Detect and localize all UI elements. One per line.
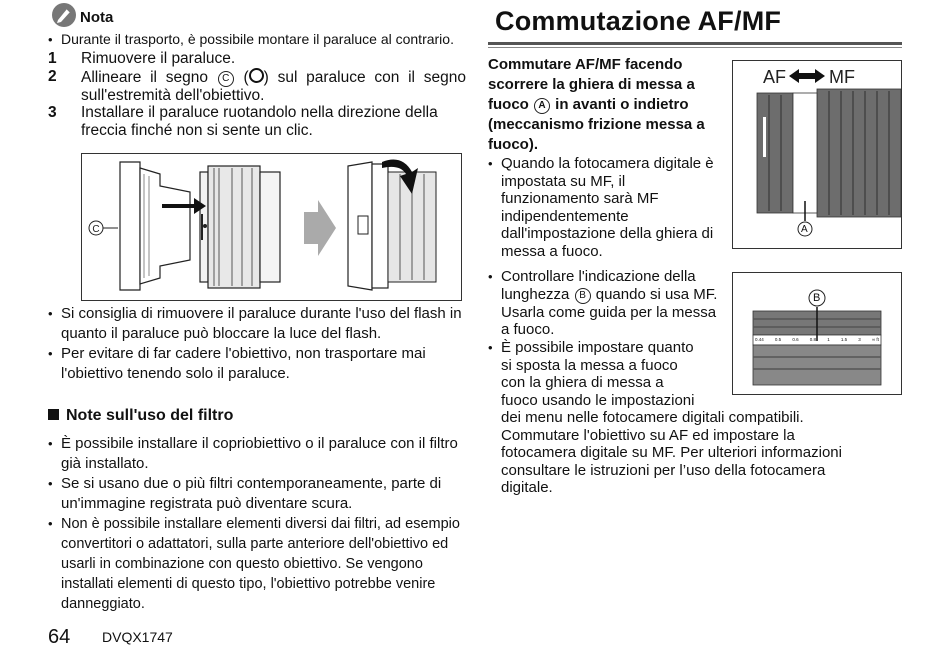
mark-b-circle: B [575,288,591,304]
af-label: AF [763,67,787,87]
page-title: Commutazione AF/MF [495,6,782,36]
nota-title: Nota [80,9,114,26]
note-icon [52,3,76,27]
step-2-text-c: ) sul paraluce con il segno sull'estremità dell'obiettivo. [81,69,466,104]
length-bullet: • Controllare l'indicazione della lunghezza B quando si usa MF. Usarla come guida per la messa a fuoco. [488,268,718,338]
ring-mark-icon [249,68,264,83]
af-mf-figure [732,60,902,249]
step-3-text: Installare il paraluce ruotandolo nella direzione della freccia finché non si sente un clic. [81,104,438,139]
step-3: 3 Installare il paraluce ruotandolo nella direzione della freccia finché non si sente un clic. [48,104,466,140]
lens-hood-figure [81,153,462,301]
step-2: 2 Allineare il segno C ( ) sul paraluce con il segno sull'estremità dell'obiettivo. [48,68,466,104]
step-2-text-b: ( [243,69,249,86]
filter-bullet-2: • Se si usano due o più filtri contemporaneamente, parte di un'immagine registrata può diventare scura. [48,475,442,512]
filter-heading: Note sull'uso del filtro [48,407,233,425]
filter-bullet-1: • È possibile installare il copriobiettivo o il paraluce con il filtro già installato. [48,435,458,472]
focus-settings-bullet: • È possibile impostare quanto si sposta la messa a fuoco con la ghiera di messa a fuoco usando le impostazioni dei menu nelle fotocamere digitali compatibili. Commutare l'obiettivo su AF ed impostare la fotocamera digitale su MF. Per ulteriori informazioni consultare le istruzioni per l’uso della fotocamera digitale. [488,339,842,496]
page-number: 64 [48,626,71,648]
nota-bullet-text: Durante il trasporto, è possibile montare il paraluce al contrario. [61,31,454,47]
distance-scale: 0.44 0.5 0.6 0.8 1 1.5 3 ∞ ft [755,337,879,342]
svg-text:C: C [92,224,100,235]
step-1-text: Rimuovere il paraluce. [81,50,236,67]
title-rule-thin [488,47,902,48]
lead-paragraph: Commutare AF/MF facendo scorrere la ghiera di messa a fuoco A in avanti o indietro (meccanismo frizione messa a fuoco). [488,56,705,153]
title-rule [488,42,902,45]
mark-c-circle: C [218,71,234,87]
nota-bullet: • Durante il trasporto, è possibile montare il paraluce al contrario. [48,30,468,50]
mark-a-circle: A [534,98,550,114]
carry-bullet: • Per evitare di far cadere l'obiettivo, non trasportare mai l'obiettivo tenendo solo il paraluce. [48,345,426,382]
doc-code: DVQX1747 [102,629,173,645]
step-2-text-a: Allineare il segno [81,69,208,86]
heading-square-icon [48,409,59,420]
length-indicator-figure [732,272,902,395]
figure-label-a: A [801,224,808,235]
figure-label-b: B [813,292,821,304]
step-1: 1 Rimuovere il paraluce. [48,50,468,68]
mf-label: MF [829,67,855,87]
flash-bullet: • Si consiglia di rimuovere il paraluce durante l'uso del flash in quanto il paraluce può bloccare la luce del flash. [48,305,462,342]
filter-bullet-3: • Non è possibile installare elementi diversi dai filtri, ad esempio convertitori o adattatori, sulla parte anteriore dell'obiettivo ed usarli in combinazione con questo obiettivo. Se vengono installati elementi di questo tipo, l'obiettivo potrebbe venire danneggiato. [48,516,460,612]
mf-bullet: • Quando la fotocamera digitale è impostata su MF, il funzionamento sarà MF indipendentemente dall'impostazione della ghiera di messa a fuoco. [488,155,714,260]
